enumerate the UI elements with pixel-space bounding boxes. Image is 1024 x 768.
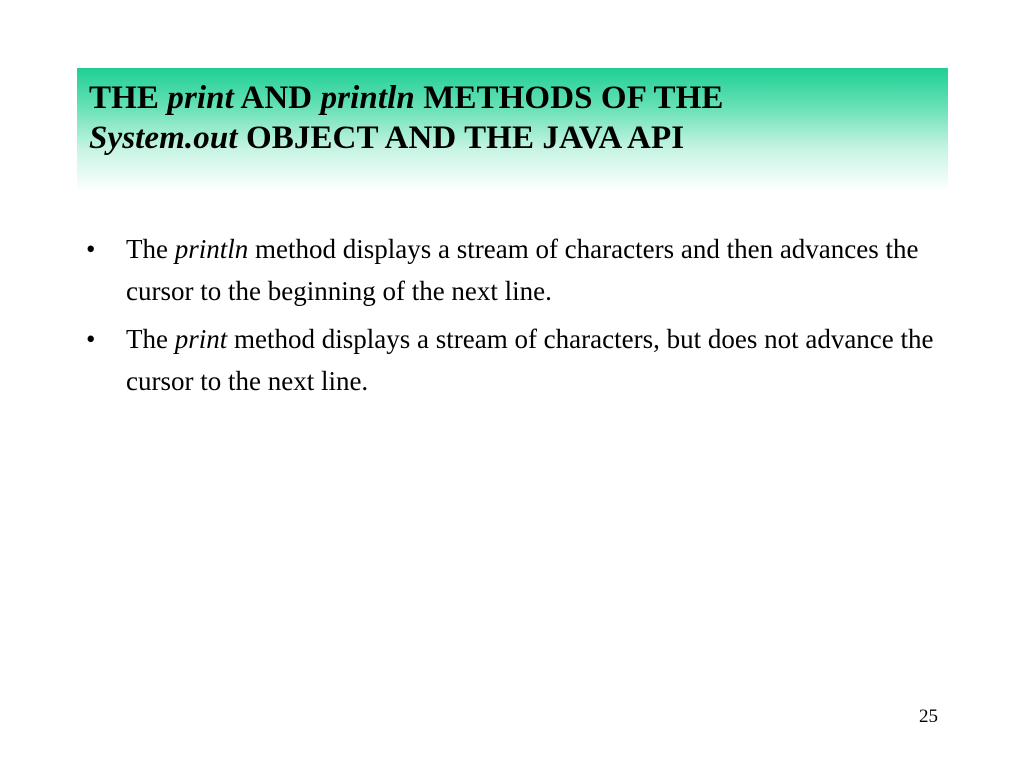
bullet-text: method displays a stream of characters and then advances the cursor to the beginning of the next line. [126,234,919,306]
title-keyword-print: print [167,80,234,116]
bullet-list [86,228,946,408]
bullet-keyword: print [174,324,228,354]
bullet-marker: • [86,234,96,264]
title-part-3: AND [233,80,321,116]
title-keyword-system-out: System.out [89,120,238,156]
title-banner [77,68,948,192]
bullet-lead: The [126,234,175,264]
title-part-1: THE [89,80,168,116]
title-part-5: METHODS OF THE [414,80,724,116]
page-number: 25 [919,706,938,727]
bullet-text: method displays a stream of characters, but does not advance the cursor to the next line. [126,324,934,396]
bullet-marker: • [86,324,96,354]
bullet-lead: The [126,324,175,354]
title-keyword-println: println [320,80,415,116]
bullet-keyword: println [174,234,249,264]
title-part-7: OBJECT AND THE JAVA API [237,120,685,156]
bullet-item-println [86,228,946,312]
bullet-item-print [86,318,946,402]
slide-title [89,78,936,158]
